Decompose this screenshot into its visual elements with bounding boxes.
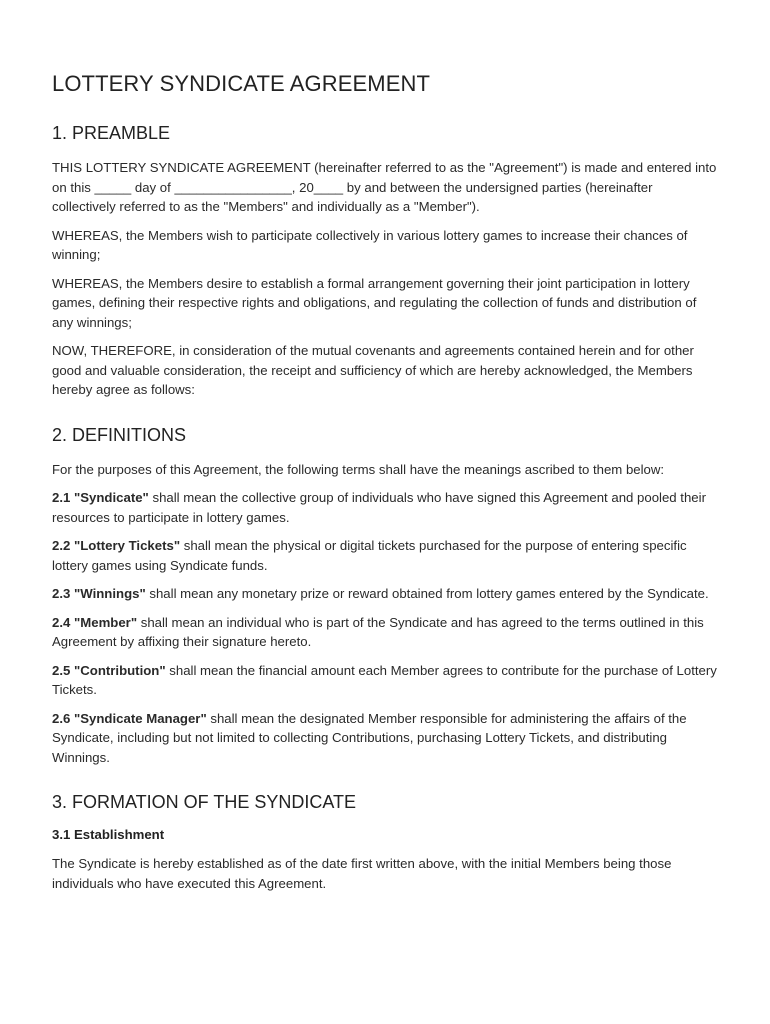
definition-term: 2.6 "Syndicate Manager" bbox=[52, 710, 207, 726]
preamble-paragraph: NOW, THEREFORE, in consideration of the mutual covenants and agreements contained herein and for other good and valuable consideration, the receipt and sufficiency of which are hereby acknowledged, the Members hereby agree as follows: bbox=[52, 343, 694, 397]
definition-item bbox=[52, 584, 718, 604]
definition-term: 2.2 "Lottery Tickets" bbox=[52, 538, 181, 553]
definition-item bbox=[52, 709, 718, 768]
definition-item bbox=[52, 661, 718, 700]
definitions-intro: For the purposes of this Agreement, the following terms shall have the meanings ascribed to them below: bbox=[52, 461, 665, 477]
section-heading-preamble: 1. PREAMBLE bbox=[52, 123, 171, 143]
definition-text: shall mean the collective group of individuals who have signed this Agreement and pooled their resources to participate in lottery games. bbox=[52, 490, 706, 525]
section-definitions bbox=[52, 425, 718, 768]
definition-text: shall mean any monetary prize or reward obtained from lottery games entered by the Syndicate. bbox=[145, 586, 709, 601]
definition-term: 2.5 "Contribution" bbox=[52, 662, 166, 678]
definition-term: 2.1 "Syndicate" bbox=[52, 490, 149, 505]
definition-term: 2.3 "Winnings" bbox=[52, 586, 146, 601]
preamble-paragraph: THIS LOTTERY SYNDICATE AGREEMENT (hereinafter referred to as the "Agreement") is made and entered into on this _____ day of ________________, 20____ by and between the undersigned parties (hereinafter collectively referred to as the "Members" and individually as a "Member"). bbox=[52, 160, 717, 214]
formation-paragraph: The Syndicate is hereby established as of the date first written above, with the initial Members being those individuals who have executed this Agreement. bbox=[52, 856, 672, 891]
definition-item bbox=[52, 536, 718, 575]
section-heading-formation: 3. FORMATION OF THE SYNDICATE bbox=[52, 792, 357, 812]
preamble-paragraph: WHEREAS, the Members wish to participate collectively in various lottery games to increase their chances of winning; bbox=[52, 227, 688, 262]
preamble-paragraph: WHEREAS, the Members desire to establish a formal arrangement governing their joint participation in lottery games, defining their respective rights and obligations, and regulating the collection of funds and distribution of any winnings; bbox=[52, 275, 697, 330]
definition-text: shall mean the designated Member responsible for administering the affairs of the Syndicate, including but not limited to collecting Contributions, purchasing Lottery Tickets, and distributing Winnings. bbox=[52, 710, 687, 765]
section-preamble bbox=[52, 123, 718, 400]
definition-text: shall mean the financial amount each Member agrees to contribute for the purchase of Lottery Tickets. bbox=[52, 662, 717, 697]
subheading-establishment: 3.1 Establishment bbox=[52, 827, 165, 842]
definition-item bbox=[52, 613, 718, 652]
section-heading-definitions: 2. DEFINITIONS bbox=[52, 424, 187, 445]
definition-item bbox=[52, 488, 718, 527]
section-formation bbox=[52, 792, 718, 893]
definition-term: 2.4 "Member" bbox=[52, 614, 138, 630]
definition-text: shall mean the physical or digital tickets purchased for the purpose of entering specific lottery games using Syndicate funds. bbox=[52, 538, 687, 573]
document-title: LOTTERY SYNDICATE AGREEMENT bbox=[52, 71, 430, 96]
definition-text: shall mean an individual who is part of the Syndicate and has agreed to the terms outlined in this Agreement by affixing their signature hereto. bbox=[52, 614, 704, 649]
